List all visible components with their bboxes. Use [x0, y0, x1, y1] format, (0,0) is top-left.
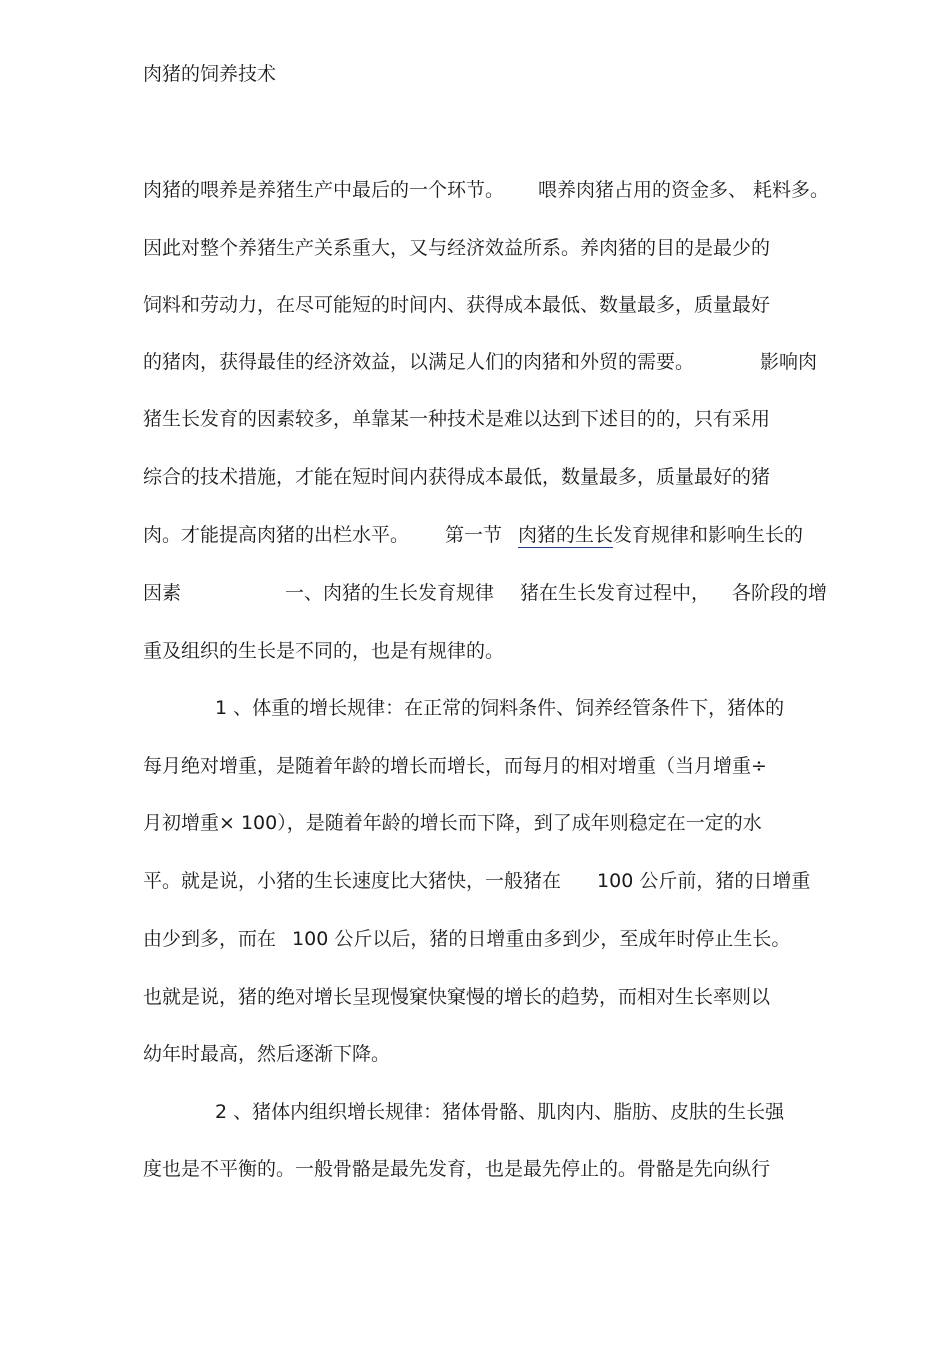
section-heading: 第一节 — [445, 524, 503, 546]
text-span: 100 公斤前，猪的日增重 — [597, 870, 811, 892]
text-line: 重及组织的生长是不同的，也是有规律的。 — [143, 640, 505, 662]
text-line — [143, 521, 803, 549]
text-line: 度也是不平衡的。一般骨骼是最先发育，也是最先停止的。骨骼是先向纵行 — [143, 1158, 771, 1180]
text-span: 的猪肉，获得最佳的经济效益，以满足人们的肉猪和外贸的需要。 — [143, 351, 695, 373]
text-span: 喂养肉猪占用的资金多、 耗料多。 — [538, 179, 830, 201]
text-line — [143, 176, 829, 204]
text-line: 幼年时最高，然后逐渐下降。 — [143, 1043, 391, 1065]
text-line — [143, 925, 790, 953]
subsection-heading: 一、肉猪的生长发育规律 — [285, 582, 495, 604]
document-title: 肉猪的饲养技术 — [143, 63, 277, 85]
text-span: 猪在生长发育过程中， — [520, 582, 711, 604]
text-span: 因素 — [143, 582, 182, 604]
text-span: 各阶段的增 — [732, 582, 828, 604]
text-line: 月初增重× 100），是随着年龄的增长而下降，到了成年则稳定在一定的水 — [143, 812, 762, 834]
text-span: 平。就是说，小猪的生长速度比大猪快，一般猪在 — [143, 870, 562, 892]
text-line — [143, 867, 810, 895]
text-span: 100 公斤以后，猪的日增重由多到少，至成年时停止生长。 — [292, 928, 791, 950]
text-line — [143, 348, 817, 376]
text-line — [143, 579, 827, 607]
section-link[interactable]: 肉猪的生长 — [518, 524, 614, 546]
text-line: 1 、体重的增长规律：在正常的饲料条件、饲养经管条件下，猪体的 — [215, 697, 785, 719]
text-span: 肉猪的喂养是养猪生产中最后的一个环节。 — [143, 179, 505, 201]
text-span: 影响肉 — [760, 351, 818, 373]
text-line: 饲料和劳动力，在尽可能短的时间内、获得成本最低、数量最多，质量最好 — [143, 294, 771, 316]
text-span: 由少到多，而在 — [143, 928, 277, 950]
text-line: 因此对整个养猪生产关系重大，又与经济效益所系。养肉猪的目的是最少的 — [143, 237, 771, 259]
text-span: 肉。才能提高肉猪的出栏水平。 — [143, 524, 410, 546]
text-line: 2 、猪体内组织增长规律：猪体骨骼、肌肉内、脂肪、皮肤的生长强 — [215, 1101, 785, 1123]
text-span: 发育规律和影响生长的 — [613, 524, 804, 546]
text-line: 也就是说，猪的绝对增长呈现慢窠快窠慢的增长的趋势，而相对生长率则以 — [143, 986, 771, 1008]
text-line: 每月绝对增重，是随着年龄的增长而增长，而每月的相对增重（当月增重÷ — [143, 755, 767, 777]
text-line: 综合的技术措施，才能在短时间内获得成本最低，数量最多，质量最好的猪 — [143, 466, 771, 488]
text-line: 猪生长发育的因素较多，单靠某一种技术是难以达到下述目的的，只有采用 — [143, 408, 771, 430]
